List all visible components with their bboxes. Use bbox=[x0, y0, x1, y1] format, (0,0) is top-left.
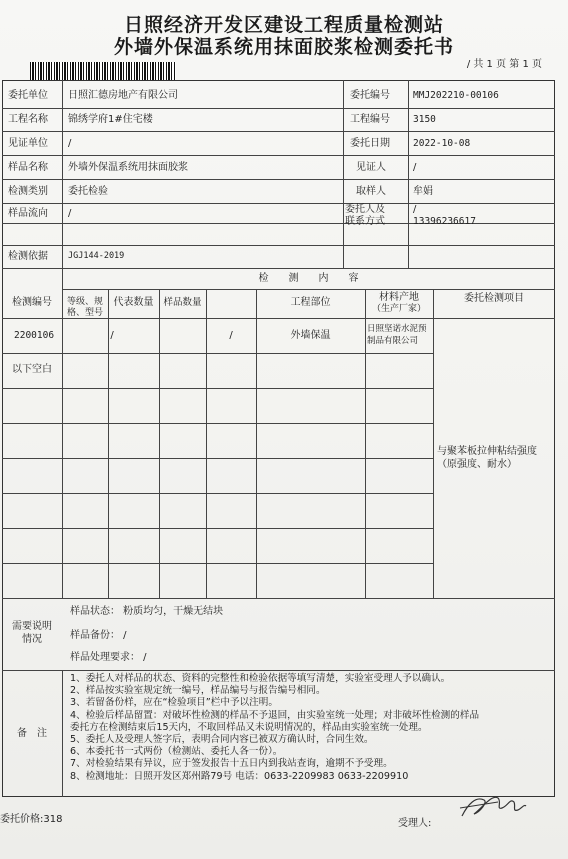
sample-name-label: 样品名称 bbox=[8, 162, 48, 173]
row-spec: / bbox=[110, 330, 114, 341]
entrust-no-label: 委托编号 bbox=[350, 90, 390, 101]
remarks-label-1: 需要说明 bbox=[12, 621, 52, 632]
contact-label-1: 委托人及 bbox=[345, 204, 385, 215]
col-test-items: 委托检测项目 bbox=[464, 293, 524, 304]
price: 委托价格:318 bbox=[0, 814, 63, 825]
col-rep-qty: 代表数量 bbox=[113, 297, 154, 308]
sample-name-value: 外墙外保温系统用抹面胶浆 bbox=[68, 162, 188, 173]
basis-label: 检测依据 bbox=[8, 251, 48, 262]
col-part: 工程部位 bbox=[290, 297, 331, 308]
title-station: 日照经济开发区建设工程质量检测站 bbox=[123, 14, 444, 36]
notes-list bbox=[70, 673, 479, 783]
title-form: 外墙外保温系统用抹面胶浆检测委托书 bbox=[113, 36, 454, 58]
sample-handling: 样品处理要求： / bbox=[70, 652, 147, 663]
project-no-label: 工程编号 bbox=[350, 114, 390, 125]
witness-label: 见证人 bbox=[356, 162, 386, 173]
test-items-1: 与聚苯板拉伸粘结强度 bbox=[437, 446, 537, 457]
sample-state: 样品状态： 粉质均匀，干燥无结块 bbox=[70, 606, 224, 617]
project-no-value: 3150 bbox=[413, 114, 436, 125]
note-line: 4、检验后样品留置：对破坏性检测的样品不予退回，由实验室统一处理；对非破坏性检测的样品 bbox=[70, 709, 480, 721]
sampler-label: 取样人 bbox=[356, 186, 386, 197]
project-label: 工程名称 bbox=[8, 114, 48, 125]
flow-value: / bbox=[68, 208, 72, 219]
note-line: 1、委托人对样品的状态、资料的完整性和检验依据等填写清楚，实验室受理人予以确认。 bbox=[70, 673, 451, 684]
witness-unit-label: 见证单位 bbox=[8, 138, 48, 149]
col-sample-qty: 样品数量 bbox=[163, 297, 202, 308]
entrust-no-value: MMJ202210-00106 bbox=[413, 90, 499, 101]
barcode bbox=[30, 62, 176, 80]
flow-label: 样品流向 bbox=[8, 208, 48, 219]
project-value: 锦绣学府1#住宅楼 bbox=[68, 114, 153, 125]
contact-label-2: 联系方式 bbox=[345, 216, 385, 227]
sampler-value: 牟娟 bbox=[413, 186, 433, 197]
note-line: 8、检测地址：日照开发区郑州路79号 电话：0633-2209983 0633-2209910 bbox=[70, 770, 409, 782]
col-origin-2: （生产厂家） bbox=[371, 304, 426, 314]
blank-note: 以下空白 bbox=[12, 364, 52, 375]
col-test-no: 检测编号 bbox=[12, 297, 52, 308]
witness-value: / bbox=[413, 162, 417, 173]
row-qty: / bbox=[229, 330, 233, 341]
remarks-label-2: 情况 bbox=[22, 634, 42, 645]
date-value: 2022-10-08 bbox=[413, 138, 471, 149]
receiver-label: 受理人: bbox=[398, 818, 432, 829]
witness-unit-value: / bbox=[68, 138, 72, 149]
contact-value-2: 13396236617 bbox=[413, 216, 476, 227]
col-spec: 等级、规格、型号 bbox=[66, 297, 103, 319]
note-line: 委托方在检测结束后15天内，不取回样品又未说明情况的，样品由实验室统一处理。 bbox=[70, 721, 428, 733]
sample-backup: 样品备份： / bbox=[70, 630, 127, 641]
note-line: 7、对检验结果有异议，应于签发报告十五日内到我站查询，逾期不予受理。 bbox=[70, 758, 393, 770]
test-type-label: 检测类别 bbox=[8, 186, 48, 197]
date-label: 委托日期 bbox=[350, 138, 390, 149]
note-line: 3、若留备份样，应在“检验项目”栏中予以注明。 bbox=[70, 697, 278, 709]
note-line: 2、样品按实验室规定统一编号，样品编号与报告编号相同。 bbox=[70, 685, 326, 697]
test-items-2: （原强度、耐水） bbox=[437, 459, 517, 470]
row-maker-2: 制品有限公司 bbox=[367, 336, 419, 346]
note-line: 6、本委托书一式两份（检测站、委托人各一份）。 bbox=[70, 746, 283, 758]
row-test-no: 2200106 bbox=[14, 330, 55, 341]
content-header: 检 测 内 容 bbox=[258, 273, 359, 284]
page-info: / 共 1 页 第 1 页 bbox=[466, 59, 542, 70]
receiver-signature bbox=[458, 786, 528, 822]
note-line: 5、委托人及受理人签字后，表明合同内容已被双方确认时，合同生效。 bbox=[70, 734, 374, 746]
client-label: 委托单位 bbox=[8, 90, 48, 101]
contact-value-1: / bbox=[413, 204, 417, 215]
row-maker-1: 日照坚诺水泥预 bbox=[367, 324, 427, 334]
row-part: 外墙保温 bbox=[290, 330, 331, 341]
test-type-value: 委托检验 bbox=[68, 186, 108, 197]
col-origin-1: 材料产地 bbox=[379, 292, 419, 303]
basis-value: JGJ144-2019 bbox=[68, 251, 125, 261]
notes-label: 备 注 bbox=[17, 728, 47, 739]
client-value: 日照汇德房地产有限公司 bbox=[68, 90, 178, 101]
